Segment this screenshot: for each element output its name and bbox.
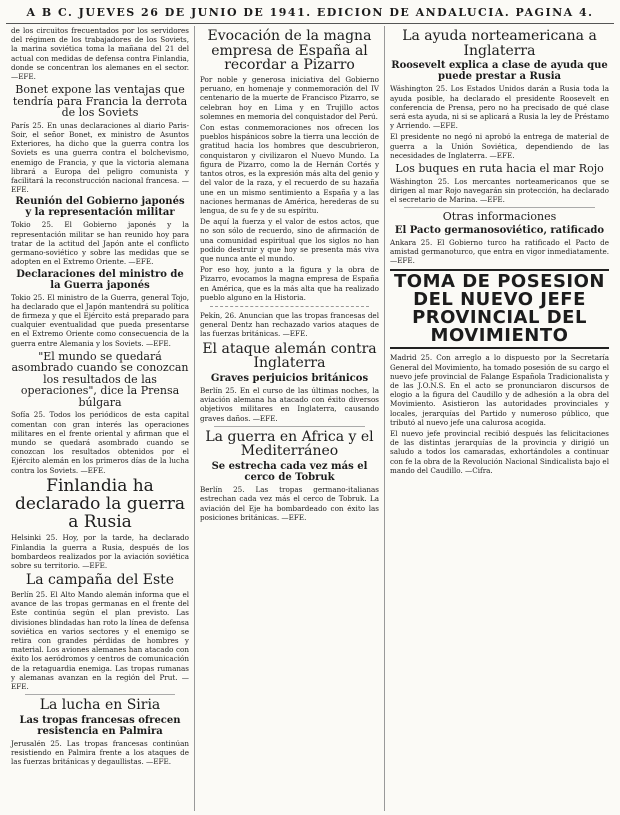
article-text: París 25. En unas declaraciones al diario Paris-Soir, el señor Bonet, ex ministro de Asuntos Exteriores, ha dicho que la guerra contra los Soviets es una guerra contra el bolchevismo, enemigo de Francia, y que la victoria alemana librará a Europa del peligro comunista y facilitará la reconstrucción nacional francesa. —EFE. — [11, 120, 189, 195]
article-text: Ankara 25. El Gobierno turco ha ratificado el Pacto de amistad germanoturco, que entra en vigor inmediatamente. —EFE. — [390, 237, 609, 266]
article-text: Por eso hoy, junto a la figura y la obra de Pizarro, evocamos la magna empresa de España en América, que es la más alta que ha realizado pueblo alguno en la Historia. — [200, 265, 379, 302]
article-text: Por noble y generosa iniciativa del Gobierno peruano, en homenaje y conmemoración del IV centenario de la muerte de Francisco Pizarro, se celebran hoy en Lima y en Trujillo actos solemnes en memoria del conquistador del Perú. — [200, 75, 379, 121]
divider — [210, 306, 369, 307]
headline-buques: Los buques en ruta hacia el mar Rojo — [395, 162, 604, 175]
subheadline-pacto: El Pacto germanosoviético, ratificado — [394, 224, 605, 236]
headline-toma-posesion: TOMA DE POSESION DEL NUEVO JEFE PROVINCIAL DEL MOVIMIENTO — [394, 271, 605, 347]
headline-campana: La campaña del Este — [25, 572, 175, 589]
article-text: El nuevo jefe provincial recibió después las felicitaciones de las distintas jerarquías de la provincia y dirigió un saludo a todos los camaradas, exhortándoles a continuar con fe la obra de la Revolución Nacional Sindicalista bajo el mando del Caudillo. —Cifra. — [390, 428, 609, 475]
masthead-text: A B C. JUEVES 26 DE JUNIO DE 1941. EDICION DE ANDALUCIA. PAGINA 4. — [26, 6, 594, 19]
article-text: Pekín, 26. Anuncian que las tropas francesas del general Dentz han rechazado varios ataques de las fuerzas británicas. —EFE. — [200, 310, 379, 339]
article-text: Berlín 25. Las tropas germano-italianas estrechan cada vez más el cerco de Tobruk. La aviación del Eje ha bombardeado con éxito las posiciones británicas. —EFE. — [200, 485, 379, 522]
headline-siria: La lucha en Siria — [39, 697, 161, 714]
column-left — [6, 26, 194, 811]
headline-africa: La guerra en Africa y el Mediterráneo — [205, 428, 374, 460]
headline-ayuda: La ayuda norteamericana a Inglaterra — [402, 28, 597, 59]
article-text: Berlín 25. En el curso de las últimas noches, la aviación alemana ha atacado con éxito diversos objetivos militares en Inglaterra, causando graves daños. —EFE. — [200, 385, 379, 423]
subheadline-siria: Las tropas francesas ofrecen resistencia en Palmira — [19, 714, 181, 737]
article-text: Con estas conmemoraciones nos ofrecen los pueblos hispánicos sobre la tierra una lección de gratitud hacia los hombres que descubrieron, conquistaron y civilizaron el Nuevo Mundo. La figura de Pizarro, como la de Hernán Cortés y tantos otros, es la expresión más alta del genio y del valor de la raza, y el recuerdo de su hazaña une en un mismo sentimiento a España y a las naciones hermanas de América, herederas de su lengua, de su fe y de su espíritu. — [200, 123, 379, 215]
page-masthead — [6, 4, 614, 24]
column-middle — [194, 26, 384, 811]
article-text: Tokio 25. El Gobierno japonés y la representación militar se han reunido hoy para tratar de la actitud del Japón ante el conflicto germano-soviético y sobre las medidas que se adopten en el Extremo Oriente. —EFE. — [11, 220, 189, 267]
article-text: Berlín 25. El Alto Mando alemán informa que el avance de las tropas germanas en el frente del Este continúa según el plan previsto. Las divisiones blindadas han roto la línea de defensa soviética en varios sectores y el enemigo se retira con grandes pérdidas de hombres y material. Los aviones alemanes han atacado con éxito los aeródromos y centros de comunicación de la retaguardia enemiga. Las tropas rumanas y alemanas avanzan en la región del Prut. —EFE. — [11, 589, 189, 691]
headline-reunion: Reunión del Gobierno japonés y la representación militar — [15, 196, 185, 219]
subheadline-africa: Se estrecha cada vez más el cerco de Tobruk — [211, 461, 368, 484]
subheadline-ataque: Graves perjuicios británicos — [210, 372, 369, 384]
article-text: De aquí la fuerza y el valor de estos actos, que no son sólo de recuerdo, sino de afirmación de una comunidad espiritual que los siglos no han podido destruir y que hoy se presenta más viva que nunca ante el mundo. — [200, 217, 379, 263]
headline-bonet: Bonet expone las ventajas que tendría para Francia la derrota de los Soviets — [12, 83, 188, 120]
article-text: Sofía 25. Todos los periódicos de esta capital comentan con gran interés las operaciones militares en el frente oriental y afirman que el mundo se quedará asombrado cuando se conozcan los resultados obtenidos por el Ejército alemán en los primeros días de la lucha contra los Soviets. —EFE. — [11, 410, 189, 475]
article-text: El presidente no negó ni aprobó la entrega de material de guerra a la Unión Soviética, dependiendo de las necesidades de Inglaterra. —EFE. — [390, 132, 609, 160]
headline-declaraciones: Declaraciones del ministro de la Guerra japonés — [16, 268, 184, 291]
divider — [404, 207, 595, 208]
article-text: Tokio 25. El ministro de la Guerra, general Tojo, ha declarado que el Japón mantendrá su política de firmeza y que el Ejército está preparado para cualquier eventualidad que pueda presentarse en el Extremo Oriente como consecuencia de la guerra entre Alemania y los Soviets. —EFE. — [11, 292, 189, 348]
headline-otras: Otras informaciones — [442, 210, 557, 224]
article-text: Madrid 25. Con arreglo a lo dispuesto por la Secretaría General del Movimiento, ha tomado posesión de su cargo el nuevo jefe provincial de Falange Española Tradicionalista y de las J.O.N.S. En el acto se pronunciaron discursos de elogio a la figura del Caudillo y de adhesión a la obra del Movimiento. Asistieron las autoridades provinciales y locales, jerarquías del Partido y numeroso público, que tributó al nuevo jefe una calurosa acogida. — [390, 353, 609, 427]
headline-evocacion: Evocación de la magna empresa de España al recordar a Pizarro — [207, 28, 372, 74]
article-text: Jerusalén 25. Las tropas francesas continúan resistiendo en Palmira frente a los ataques de las fuerzas británicas y degaullistas. —EFE. — [11, 738, 189, 767]
column-right — [384, 26, 614, 811]
columns — [6, 26, 614, 811]
headline-finlandia: Finlandia ha declarado la guerra a Rusia — [14, 475, 186, 532]
headline-box — [390, 269, 609, 349]
subheadline-ayuda: Roosevelt explica a clase de ayuda que puede prestar a Rusia — [391, 60, 608, 83]
article-text: Wáshington 25. Los Estados Unidos darán a Rusia toda la ayuda posible, ha declarado el presidente Roosevelt en conferencia de Prensa, pero no ha precisado de qué clase será esta ayuda, ni si se aplicará a Rusia la ley de Préstamo y Arriendo. —EFE. — [390, 84, 609, 131]
article-text: Helsinki 25. Hoy, por la tarde, ha declarado Finlandia la guerra a Rusia, después de los bombardeos realizados por la aviación soviética sobre su territorio. —EFE. — [11, 533, 189, 571]
headline-ataque: El ataque alemán contra Inglaterra — [202, 340, 377, 372]
divider — [214, 426, 365, 427]
article-text: Wáshington 25. Los mercantes norteamericanos que se dirigen al mar Rojo navegarán sin protección, ha declarado el secretario de Marina. —EFE. — [390, 176, 609, 204]
divider — [25, 694, 175, 695]
article-text: de los circuitos frecuentados por los servidores del régimen de los trabajadores de los Soviets, la marina soviética toma la mañana del 21 del actual con medidas de defensa contra Finlandia, donde se concentran los alemanes en el sector. —EFE. — [11, 26, 189, 82]
headline-mundo: "El mundo se quedará asombrado cuando se conozcan los resultados de las operaciones", dice la Prensa búlgara — [11, 349, 189, 409]
